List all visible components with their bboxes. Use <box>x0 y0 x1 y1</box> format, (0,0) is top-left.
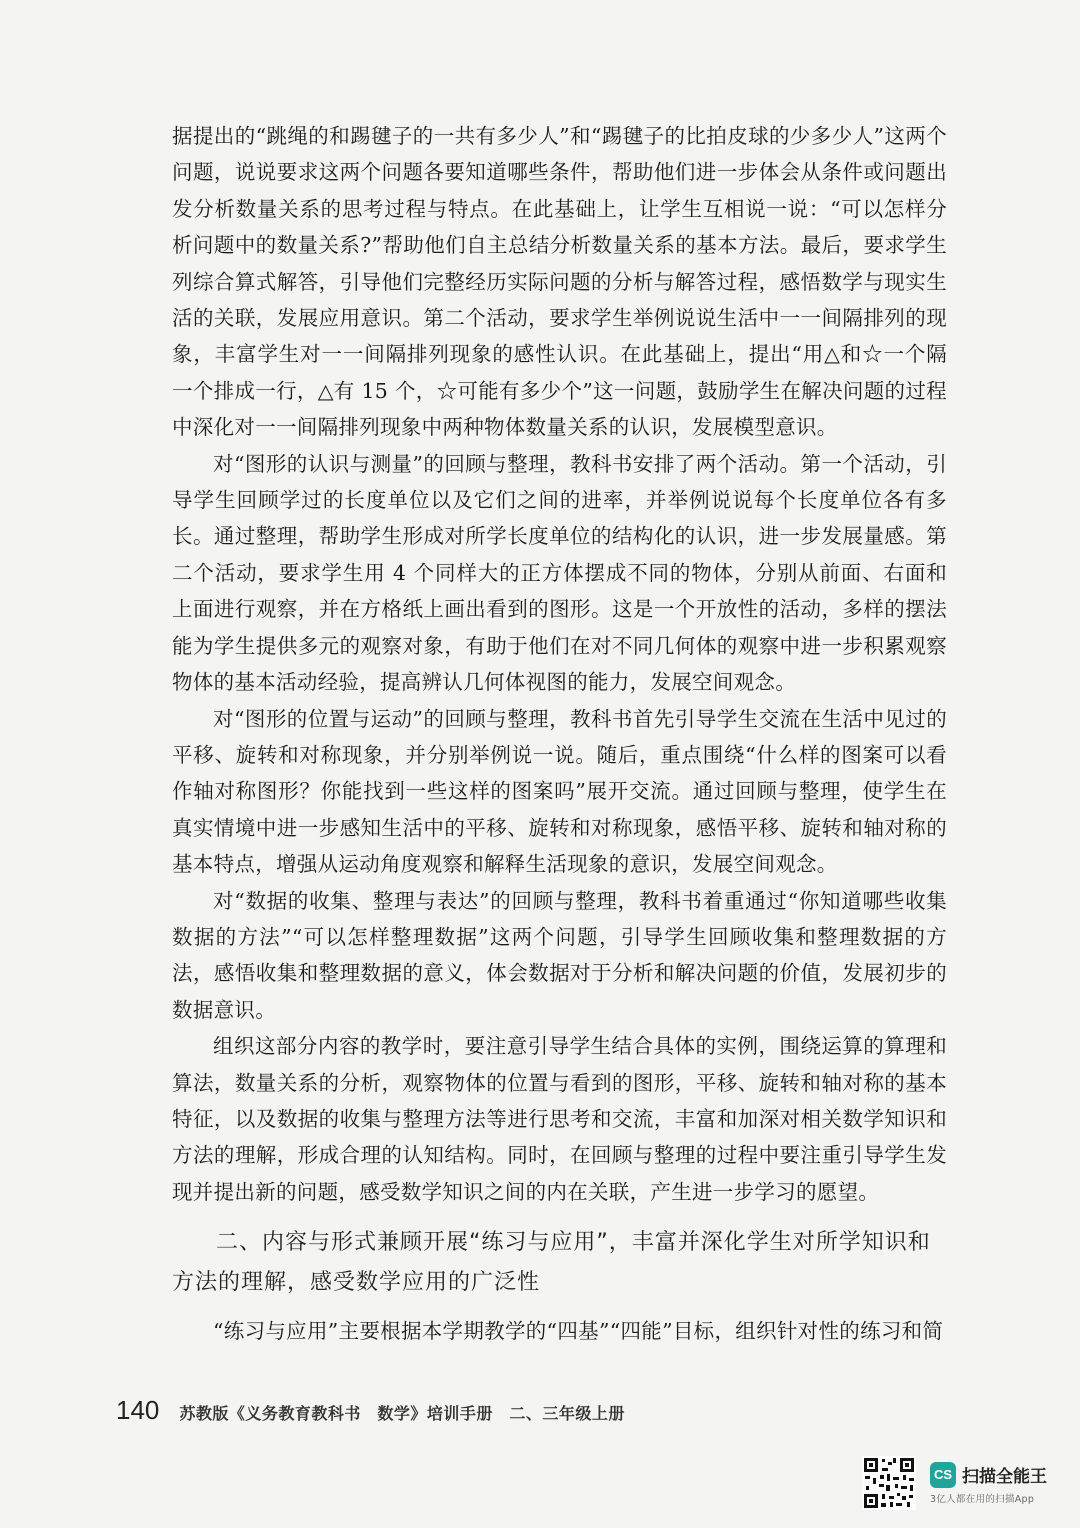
paragraph-data-collection: 对“数据的收集、整理与表达”的回顾与整理，教科书着重通过“你知道哪些收集数据的方法”“可以怎样整理数据”这两个问题，引导学生回顾收集和整理数据的方法，感悟收集和整理数据的意义，体会数据对于分析和解决问题的价值，发展初步的数据意识。 <box>172 888 947 1022</box>
qr-code-icon <box>862 1456 916 1510</box>
scanner-watermark <box>862 1455 1062 1511</box>
page-footer <box>116 1395 625 1426</box>
watermark-app-name: 扫描全能王 <box>962 1467 1047 1487</box>
paragraph-shapes-measurement: 对“图形的认识与测量”的回顾与整理，教科书安排了两个活动。第一个活动，引导学生回顾学过的长度单位以及它们之间的进率，并举例说说每个长度单位各有多长。通过整理，帮助学生形成对所学长度单位的结构化的认识，进一步发展量感。第二个活动，要求学生用 4 个同样大的正方体摆成不同的物体，分别从前面、右面和上面进行观察，并在方格纸上画出看到的图形。这是一个开放性的活动，多样的摆法能为学生提供多元的观察对象，有助于他们在对不同几何体的观察中进一步积累观察物体的基本活动经验，提高辨认几何体视图的能力，发展空间观念。 <box>172 451 947 695</box>
paragraph-teaching-notes: 组织这部分内容的教学时，要注意引导学生结合具体的实例，围绕运算的算理和算法，数量关系的分析，观察物体的位置与看到的图形，平移、旋转和轴对称的基本特征，以及数据的收集与整理方法等进行思考和交流，丰富和加深对相关数学知识和方法的理解，形成合理的认知结构。同时，在回顾与整理的过程中要注重引导学生发现并提出新的问题，感受数学知识之间的内在关联，产生进一步学习的愿望。 <box>172 1034 947 1204</box>
camscanner-logo-icon: CS <box>930 1462 956 1488</box>
paragraph-practice-application: “练习与应用”主要根据本学期教学的“四基”“四能”目标，组织针对性的练习和简 <box>213 1319 944 1344</box>
watermark-text <box>930 1462 1047 1505</box>
paragraph-position-motion: 对“图形的位置与运动”的回顾与整理，教科书首先引导学生交流在生活中见过的平移、旋转和对称现象，并分别举例说一说。随后，重点围绕“什么样的图案可以看作轴对称图形？你能找到一些这样的图案吗”展开交流。通过回顾与整理，使学生在真实情境中进一步感知生活中的平移、旋转和对称现象，感悟平移、旋转和轴对称的基本特点，增强从运动角度观察和解释生活现象的意识，发展空间观念。 <box>172 706 947 877</box>
book-title: 苏教版《义务教育教科书 数学》培训手册 二、三年级上册 <box>179 1404 625 1423</box>
watermark-subtitle: 3亿人都在用的扫描App <box>930 1493 1035 1505</box>
paragraph-continued: 据提出的“跳绳的和踢毽子的一共有多少人”和“踢毽子的比拍皮球的少多少人”这两个问题，说说要求这两个问题各要知道哪些条件，帮助他们进一步体会从条件或问题出发分析数量关系的思考过程与特点。在此基础上，让学生互相说一说：“可以怎样分析问题中的数量关系?”帮助他们自主总结分析数量关系的基本方法。最后，要求学生列综合算式解答，引导他们完整经历实际问题的分析与解答过程，感悟数学与现实生活的关联，发展应用意识。第二个活动，要求学生举例说说生活中一一间隔排列的现象，丰富学生对一一间隔排列现象的感性认识。在此基础上，提出“用△和☆一个隔一个排成一行，△有 15 个，☆可能有多少个”这一问题，鼓励学生在解决问题的过程中深化对一一间隔排列现象中两种物体数量关系的认识，发展模型意识。 <box>172 124 947 440</box>
section-heading: 二、内容与形式兼顾开展“练习与应用”，丰富并深化学生对所学知识和方法的理解，感受数学应用的广泛性 <box>172 1230 931 1296</box>
page-number: 140 <box>116 1395 160 1425</box>
page-body <box>172 118 947 1350</box>
